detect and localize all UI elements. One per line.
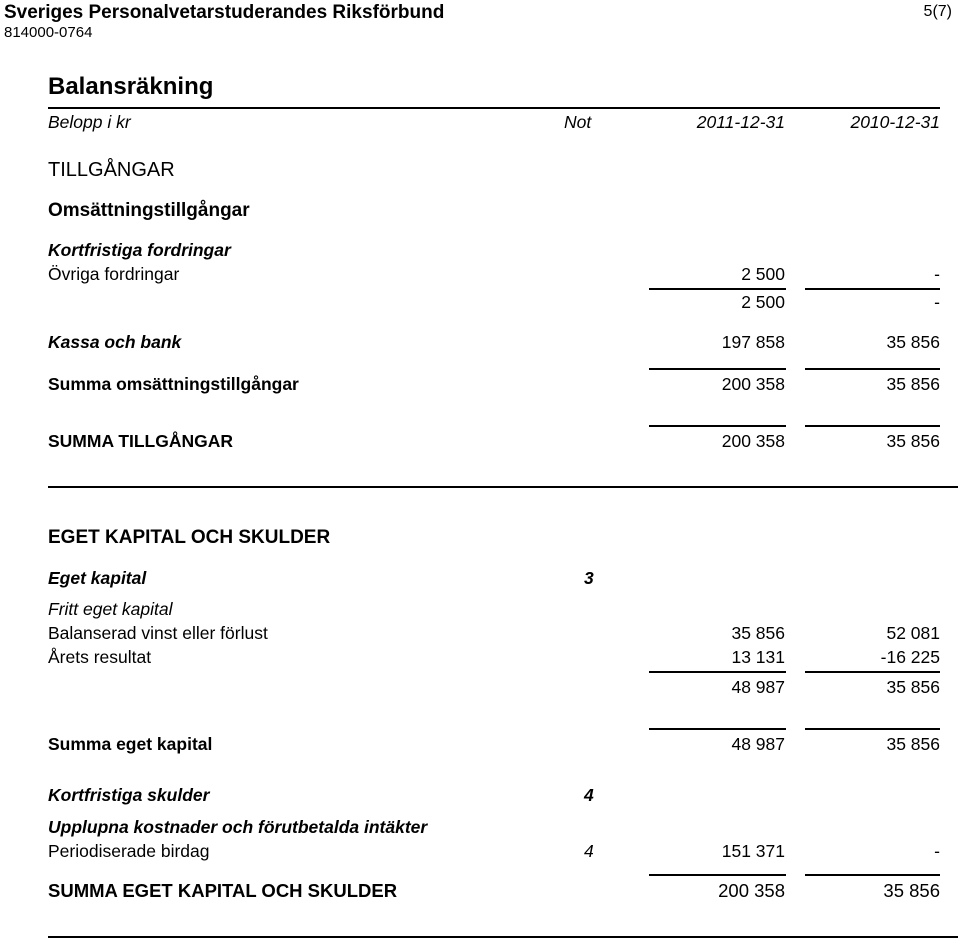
column-header-note: Not (564, 112, 592, 132)
assets-heading: TILLGÅNGAR (48, 159, 175, 181)
short-liabilities-heading: Kortfristiga skulder 4 (48, 785, 594, 805)
subtotal-rule (649, 425, 786, 427)
table-row: Balanserad vinst eller förlust 35 856 52 081 (48, 623, 940, 643)
subtotal-rule (805, 425, 940, 427)
subtotal-rule (805, 368, 940, 370)
page-title: Balansräkning (48, 73, 214, 100)
equity-liabilities-heading: EGET KAPITAL OCH SKULDER (48, 527, 331, 548)
equity-heading: Eget kapital 3 (48, 568, 594, 588)
subtotal-rule (805, 874, 940, 876)
title-rule (48, 107, 940, 109)
column-header-year1: 2011-12-31 (696, 112, 785, 132)
table-row: Periodiserade birdag 4 151 371 - (48, 841, 940, 861)
subtotal-rule (649, 368, 786, 370)
grand-total-row: SUMMA EGET KAPITAL OCH SKULDER 200 358 35 856 (48, 880, 940, 901)
current-assets-heading: Omsättningstillgångar (48, 200, 250, 221)
subtotal-row: 48 987 35 856 (731, 677, 940, 697)
table-row: Årets resultat 13 131 -16 225 (48, 647, 940, 667)
organization-name: Sveriges Personalvetarstuderandes Riksförbund (4, 2, 445, 23)
column-header-label: Belopp i kr (48, 112, 131, 132)
free-equity-heading: Fritt eget kapital (48, 599, 173, 619)
column-header-row (48, 110, 940, 134)
subtotal-rule (649, 874, 786, 876)
subtotal-rule (649, 671, 786, 673)
total-row: Summa eget kapital 48 987 35 856 (48, 734, 940, 754)
page-number: 5(7) (923, 3, 952, 20)
column-header-year2: 2010-12-31 (850, 112, 940, 132)
organization-number: 814000-0764 (4, 24, 93, 41)
table-row: Kassa och bank 197 858 35 856 (48, 332, 940, 352)
subtotal-rule (649, 728, 786, 730)
table-row: Övriga fordringar 2 500 - (48, 264, 940, 284)
subtotal-rule (805, 728, 940, 730)
section-divider (48, 486, 958, 488)
accrued-heading: Upplupna kostnader och förutbetalda intäkter (48, 817, 428, 837)
receivables-heading: Kortfristiga fordringar (48, 240, 231, 260)
total-row: SUMMA TILLGÅNGAR 200 358 35 856 (48, 431, 940, 451)
subtotal-row: 2 500 - (741, 292, 940, 312)
bottom-rule (48, 936, 958, 938)
total-row: Summa omsättningstillgångar 200 358 35 856 (48, 374, 940, 394)
subtotal-rule (805, 671, 940, 673)
